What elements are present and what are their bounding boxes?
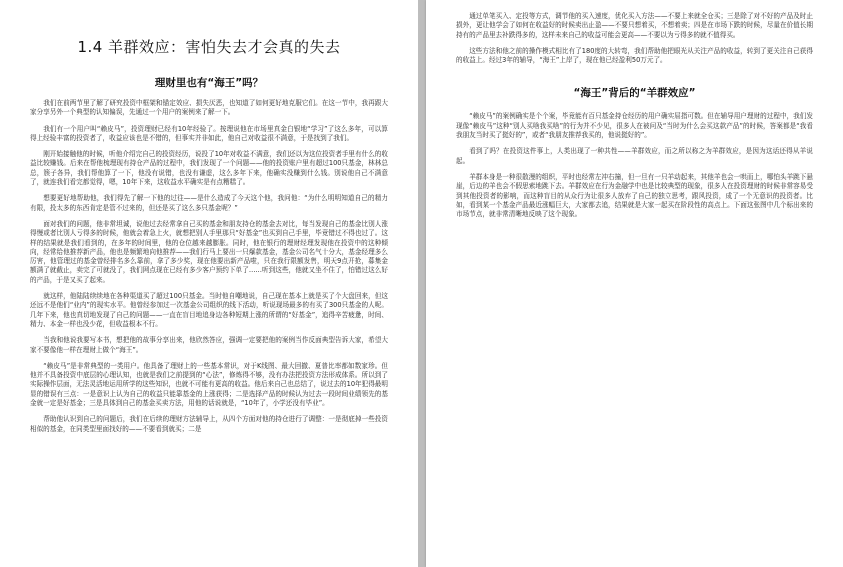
section-title: 理财里也有“海王”吗？ [154, 77, 264, 89]
body-paragraph: 帮助他认识到自己的问题后，我们在后续的理财方法辅导上，从四个方面对他的持仓进行了调整：一是彻底掉一些投资相似的基金，在同类型里面找好的——不要看到就买；二是 [30, 415, 388, 433]
body-paragraph: 当我和他说我要写本书，想把他的故事分享出来，他欣然答应，强调一定要把他的案例当作反面典型告诉大家，希望大家不要像他一样在理财上做个“海王”。 [30, 336, 388, 354]
body-paragraph: 就这样，他陆陆续续地在各种渠道买了超过100只基金。当时他自嘲地说，自己现在基本上就是买了个大盘回来，但这还远不是他们“业内”的现实水平。他曾经参加过一次基金公司组织的线下活动，听说现场最多的有买了300只基金的人呢。几年下来，他也真切地发现了自己的问题——一直在盲目地追身边各种短期上涨的所谓的“好基金”，追得辛苦疲惫，时间、精力、本金一样也没少花，但收益根本不行。 [30, 292, 388, 328]
body-paragraph: 想要更好地帮助他，我们得先了解一下他的过往——是什么造成了今天这个他，我问他：“为什么明明知道自己的精力有限，投太多的东西肯定是管不过来的，但还是买了这么多只基金呢？” [30, 194, 388, 212]
section-title: “海王”背后的“羊群效应” [573, 87, 696, 100]
left-page [0, 0, 418, 567]
body-paragraph: 我们在前两节里了解了研究投资中框架和锚定效应、损失厌恶，也知道了如何更好地克服它们。在这一节中，我再跟大家分享另外一个典型的认知偏误，先通过一个用户的案例来了解一下。 [30, 99, 388, 117]
body-paragraph: 通过单笔买入、定投等方式，调节他的买入速度，优化买入方法——不要上来就全仓买；三是除了对不好的产品及时止损外，更让他学会了如何在收益好的时候卖出止盈——不要只想着买，不想着卖；四是在市场下跌的时候，尽量在价值长期持有的产品里去补跌得多的，这样未来自己的收益可能会更高——不要以为亏得多的就不值得买。 [456, 12, 813, 39]
body-paragraph: 这些方法和他之前的操作模式相比有了180度的大转弯，我们帮助他把眼光从关注产品的收益，转到了更关注自己获得的收益上。经过3年的辅导，“海王”上岸了，现在他已经盈利50万元了。 [456, 46, 813, 65]
page-gutter [418, 0, 426, 567]
chapter-title: 1.4 羊群效应：害怕失去才会真的失去 [77, 38, 341, 56]
body-paragraph: 面对我们的问题，他非常坦诚，说他过去经常拿自己买的基金和朋友持仓的基金去对比，每当发现自己的基金比别人涨得慢或者比别人亏得多的时候，他就会着急上火，就想把别人手里那只“好基金”也买到自己手里，毕竟错过不得也过了。这样的结果就是我们看到的，在多年的时间里，他的仓位越来越膨胀。同时，他在银行的理财经理发现他在投资中的这种倾向，经常给他推荐新产品，他也是频繁地向他推荐——我们行马上要出一只爆款基金，基金公司名气十分大，基金经理多么厉害，他管理过的基金曾经排名多么靠前，拿了多少奖，现在他要出新产品啦，只在我行限额发售，明天9点开抢，募集金额满了就截止，卖完了可就没了，我们网点现在已经有多少客户预约下单了……听到这些，他就又坐不住了，怕错过这么好的产品，于是又买了起来。 [30, 219, 388, 284]
body-paragraph: 我们有一个用户叫“赖皮马”，投资理财已经有10年经验了。按理说他在市场里真金白银地“学习”了这么多年，可以算得上经验丰富的投资者了，收益应该也是不错的，但事实并非如此，他自己对收益很不满意，于是找到了我们。 [30, 124, 388, 142]
body-paragraph: 看到了吗？在投资这件事上，人类出现了一种共性——羊群效应，而之所以称之为羊群效应，是因为这话还得从羊说起。 [456, 147, 813, 165]
body-paragraph: 刚开始接触他的时候，听他介绍完自己的投资经历，说投了10年对收益不满意，我们还以为这位投资者手里有什么的收益比较赚钱。后来在帮他梳理现有持仓产品的过程中，我们发现了一个问题——他的投资账户里有超过100只基金，林林总总，簇子各异，我们帮他算了一下，他没有说错，也没有谦虚，这么多年下来，他确实没赚到什么钱。别说他自己不满意了，就连我们看完都觉得，嗯，10年下来，这收益水平确实是有点糟糕了。 [30, 150, 388, 187]
right-page [426, 0, 843, 567]
body-paragraph: “赖皮马”的案例确实是个个案，毕竟能有百只基金持仓经历的用户确实屈指可数。但在辅导用户理财的过程中，我们发现像“赖皮马”这种“别人买啥我买啥”的行为并不少见，很多人在被问及“当时为什么会买这款产品”的时候，答案都是“我看我朋友当时买了挺好的”，或者“我朋友推荐我买的，他说挺好的”。 [456, 112, 813, 140]
body-paragraph: 羊群本身是一种很散漫的组织，平时也经常左冲右撞，但一旦有一只羊动起来，其他羊也会一哄而上，哪怕头羊跳下悬崖，后边的羊也会不假思索地跳下去。羊群效应在行为金融学中也是比较典型的现象，很多人在投资理财的时候非常容易受到其他投资者的影响，而这种盲目的从众行为让很多人放弃了自己的独立思考，跟风投资，成了一个无意识的投资者。比如，看到某一个基金产品最近涨幅巨大，大家都去追，结果就是大家一起买在阶段性的高点上。下面这张图中几个标出来的市场节点，就非常清晰地反映了这个现象。 [456, 172, 813, 219]
body-paragraph: “赖皮马”是非常典型的一类用户。他具备了理财上的一些基本常识，对于K线图、最大回撤、夏普比率都如数家珍。但他并不具备投资中底层的心理认知，也就是我们之前提到的“心法”，修炼得不够，没有办法把投资方法形成体系。所以到了实际操作层面，无法灵活地运用所学的这些知识，也就不可能有更高的收益。他后来自己也总结了，说过去的10年犯得最明显的错误有三点：一是意识上认为自己的收益只能靠基金的上涨获得；二是选择产品的时候认为过去一段时间业绩领先的基金就一定是好基金；三是具体到自己的基金买卖方法，用他的话说就是，“10年了，小学还没有毕业”。 [30, 361, 388, 408]
